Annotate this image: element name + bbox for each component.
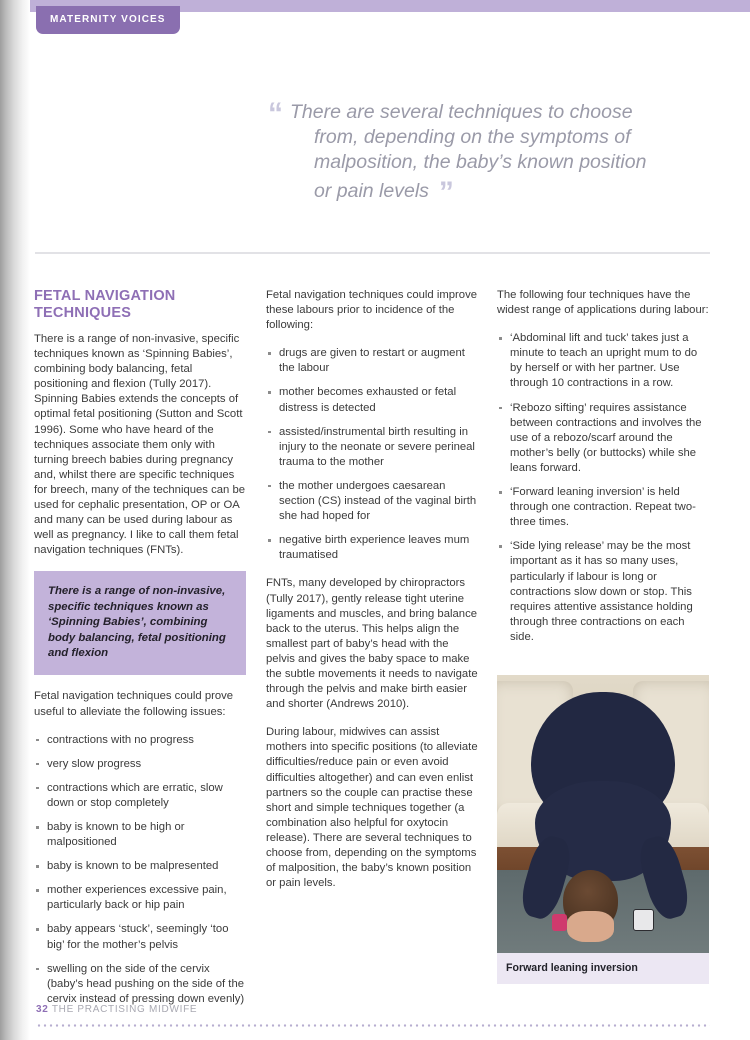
pull-quote: [268, 96, 708, 209]
column3-bullet-list: [497, 331, 709, 645]
list-item: contractions which are erratic, slow down or stop completely: [34, 781, 246, 811]
pull-quote-line-1: [268, 96, 708, 130]
column-three: [497, 288, 709, 658]
column2-paragraph-2: FNTs, many developed by chiropractors (Tully 2017), gently release tight uterine ligaments and muscles, and bring balance back to the uterus. This helps align the smallest part of baby’s head with the pelvis and gives the baby space to make the subtle movements it needs to navigate through the pelvis and make birth easier and shorter (Andrews 2010).: [266, 577, 478, 711]
pull-quote-text-1: There are several techniques to choose: [290, 101, 633, 123]
footer: [36, 1004, 197, 1015]
pull-quote-line-2: [268, 125, 708, 150]
list-item: the mother undergoes caesarean section (CS) instead of the vaginal birth she had hoped for: [266, 479, 478, 524]
column-two: [266, 288, 478, 904]
horizontal-rule: [35, 252, 710, 254]
bracelet: [552, 914, 567, 931]
list-item: assisted/instrumental birth resulting in injury to the neonate or severe perineal trauma to the mother: [266, 425, 478, 470]
list-item: mother experiences excessive pain, particularly back or hip pain: [34, 883, 246, 913]
list-item: contractions with no progress: [34, 733, 246, 748]
quote-open-icon: “: [268, 97, 282, 130]
list-item: ‘Rebozo sifting’ requires assistance between contractions and involves the use of a rebozo/scarf around the mother’s belly (or buttocks) while she leans forward.: [497, 401, 709, 476]
person-hands: [567, 911, 614, 942]
quote-close-icon: ”: [438, 176, 453, 209]
list-item: negative birth experience leaves mum traumatised: [266, 533, 478, 563]
pull-quote-text-3: malposition, the baby’s known position: [314, 151, 647, 173]
column2-paragraph-3: During labour, midwives can assist mothers into specific positions (to alleviate difficulties/reduce pain or even avoid difficulties altogether) and can even enlist partners so the couple can practise these short and simple techniques together (a combination also helpful for oxytocin release). There are several techniques to choose from, depending on the symptoms of malposition, the baby’s known position or pain levels.: [266, 726, 478, 890]
column1-paragraph-1: There is a range of non-invasive, specific techniques known as ‘Spinning Babies’, combining body balancing, fetal positioning and flexion (Tully 2017). Spinning Babies extends the concepts of optimal fetal positioning (Sutton and Scott 1996). Some who have heard of the techniques associate them only with turning breech babies during pregnancy and, whilst there are specific techniques for breech, many of the techniques can be used for cephalic presentation, OP or OA and many can be used during labour as well as pregnancy. I like to call them fetal navigation techniques (FNTs).: [34, 333, 246, 557]
list-item: baby is known to be high or malpositioned: [34, 820, 246, 850]
column2-bullet-list: [266, 346, 478, 563]
pull-quote-line-4: [268, 175, 708, 209]
column1-paragraph-2: Fetal navigation techniques could prove useful to alleviate the following issues:: [34, 690, 234, 718]
list-item: baby is known to be malpresented: [34, 859, 246, 874]
list-item: ‘Abdominal lift and tuck’ takes just a minute to teach an upright mum to do by herself or with her partner. Use through 10 contractions in a row.: [497, 331, 709, 391]
column-one: [34, 288, 246, 1020]
list-item: very slow progress: [34, 757, 246, 772]
footer-dotted-rule: [36, 1024, 710, 1027]
pull-quote-text-4: or pain levels: [314, 180, 429, 202]
photo-image: [497, 675, 709, 953]
page-number: 32: [36, 1004, 49, 1015]
list-item: baby appears ‘stuck’, seemingly ‘too big’ for the mother’s pelvis: [34, 922, 246, 952]
highlight-callout-box: There is a range of non-invasive, specific techniques known as ‘Spinning Babies’, combining body balancing, fetal positioning and flexion: [34, 571, 246, 675]
figure-forward-leaning-inversion: [497, 675, 709, 984]
column3-paragraph-1: The following four techniques have the widest range of applications during labour:: [497, 289, 709, 317]
list-item: drugs are given to restart or augment the labour: [266, 346, 478, 376]
list-item: ‘Side lying release’ may be the most important as it has so many uses, particularly if labour is long or contractions slow down or stop. This requires attentive assistance holding through three contractions on each side.: [497, 539, 709, 645]
list-item: mother becomes exhausted or fetal distress is detected: [266, 385, 478, 415]
pull-quote-line-3: [268, 150, 708, 175]
pull-quote-text-2: from, depending on the symptoms of: [314, 126, 631, 148]
page-title: FETAL NAVIGATION TECHNIQUES: [34, 288, 176, 321]
list-item: swelling on the side of the cervix (baby’s head pushing on the side of the cervix instead of pressing down evenly): [34, 962, 246, 1007]
column2-paragraph-1: Fetal navigation techniques could improve these labours prior to incidence of the following:: [266, 289, 478, 332]
page-gutter-shadow: [0, 0, 30, 1040]
publication-name: THE PRACTISING MIDWIFE: [51, 1004, 198, 1015]
wristwatch: [633, 909, 654, 930]
column1-bullet-list: [34, 733, 246, 1007]
list-item: ‘Forward leaning inversion’ is held through one contraction. Repeat two-three times.: [497, 485, 709, 530]
section-tab-maternity-voices[interactable]: MATERNITY VOICES: [36, 6, 180, 34]
photo-caption: Forward leaning inversion: [497, 953, 709, 984]
